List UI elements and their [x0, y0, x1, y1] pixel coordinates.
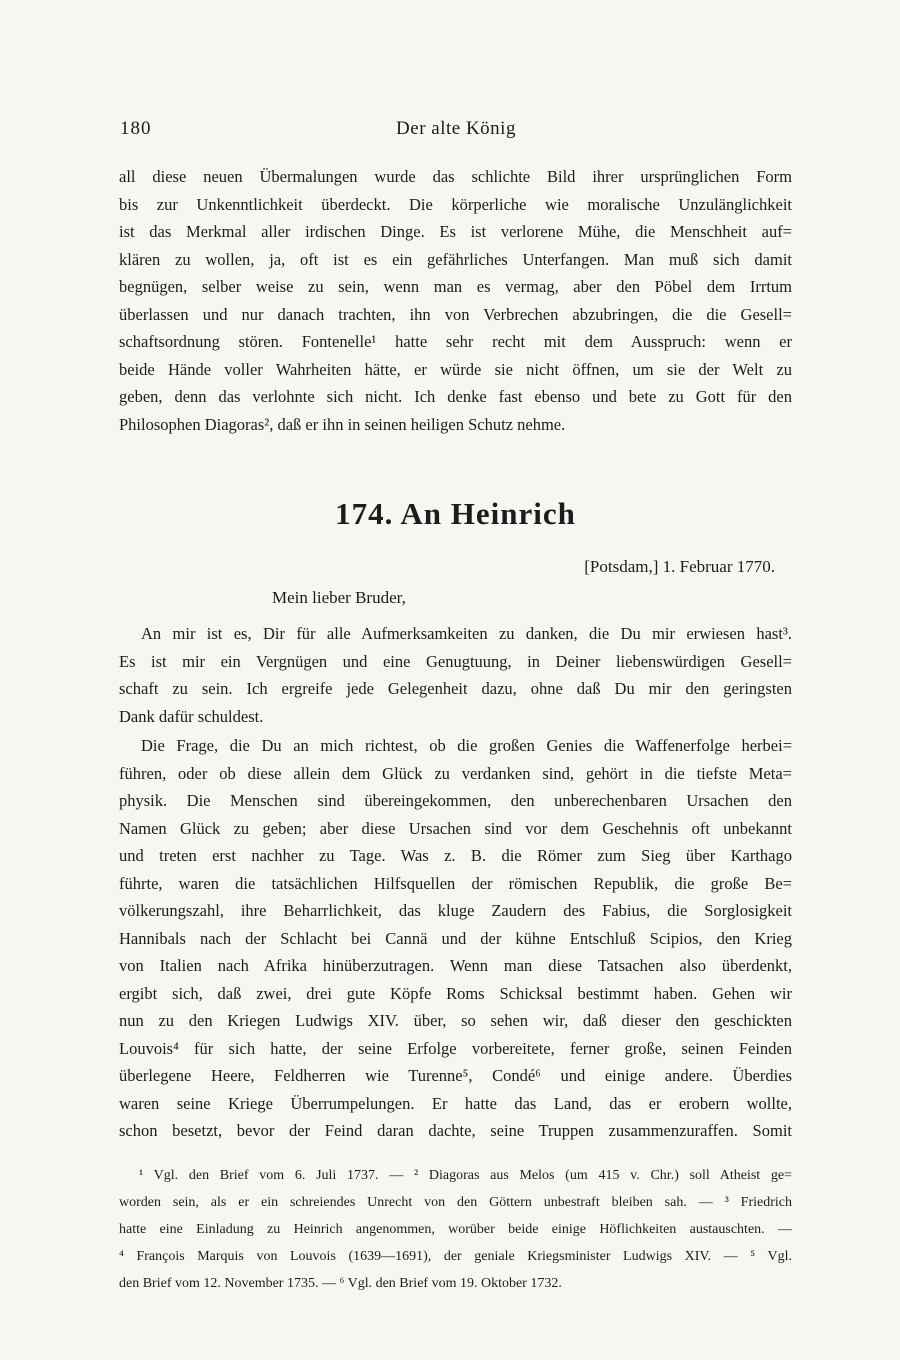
- letter-dateline: [Potsdam,] 1. Februar 1770.: [584, 557, 775, 576]
- text-line: Namen Glück zu geben; aber diese Ursachen sind vor dem Geschehnis oft unbekannt: [119, 818, 792, 838]
- footnotes: [119, 1162, 792, 1297]
- letter-heading: 174. An Heinrich: [335, 496, 576, 531]
- text-line: führen, oder ob diese allein dem Glück zu verdanken sind, gehört in die tiefste Meta=: [119, 763, 792, 783]
- text-line: An mir ist es, Dir für alle Aufmerksamkeiten zu danken, die Du mir erwiesen hast³.: [141, 624, 792, 643]
- text-line: klären zu wollen, ja, oft ist es ein gefährliches Unterfangen. Man muß sich damit: [119, 249, 792, 269]
- running-title: Der alte König: [396, 118, 516, 139]
- text-line: Louvois⁴ für sich hatte, der seine Erfolge vorbereitete, ferner große, seinen Feinden: [119, 1038, 792, 1058]
- text-line: all diese neuen Übermalungen wurde das schlichte Bild ihrer ursprünglichen Form: [119, 167, 792, 186]
- text-line: überlegene Heere, Feldherren wie Turenne⁵, Condé⁶ und einige andere. Überdies: [119, 1066, 792, 1085]
- page-number: 180: [120, 118, 152, 139]
- text-line: ⁴ François Marquis von Louvois (1639—1691), der geniale Kriegsminister Ludwigs XIV. — ⁵ Vgl.: [119, 1249, 792, 1264]
- intro-paragraph: [119, 163, 792, 438]
- text-line: Philosophen Diagoras², daß er ihn in seinen heiligen Schutz nehme.: [119, 414, 566, 434]
- letter-paragraph-1: [119, 620, 792, 730]
- text-line: nun zu den Kriegen Ludwigs XIV. über, so sehen wir, daß dieser den geschickten: [119, 1011, 792, 1030]
- text-line: bis zur Unkenntlichkeit überdeckt. Die körperliche wie moralische Unzulänglichkeit: [119, 194, 792, 214]
- text-line: schon besetzt, bevor der Feind daran dachte, seine Truppen zusammenzuraffen. Somit: [119, 1121, 792, 1140]
- text-line: physik. Die Menschen sind übereingekommen, den unberechenbaren Ursachen den: [119, 791, 792, 810]
- text-line: den Brief vom 12. November 1735. — ⁶ Vgl. den Brief vom 19. Oktober 1732.: [119, 1276, 562, 1291]
- text-line: worden sein, als er ein schreiendes Unrecht von den Göttern unbestraft bleiben sah. — ³ Friedrich: [119, 1195, 792, 1210]
- text-line: führte, waren die tatsächlichen Hilfsquellen der römischen Republik, die große Be=: [119, 873, 792, 893]
- text-line: hatte eine Einladung zu Heinrich angenommen, worüber beide einige Höflichkeiten austauschten. —: [119, 1222, 792, 1237]
- text-line: geben, denn das verlohnte sich nicht. Ich denke fast ebenso und bete zu Gott für den: [119, 387, 792, 406]
- text-line: und treten erst nachher zu Tage. Was z. B. die Römer zum Sieg über Karthago: [119, 846, 792, 865]
- text-line: Hannibals nach der Schlacht bei Cannä und der kühne Entschluß Scipios, den Krieg: [119, 928, 792, 948]
- text-line: ¹ Vgl. den Brief vom 6. Juli 1737. — ² Diagoras aus Melos (um 415 v. Chr.) soll Atheist ge=: [139, 1168, 792, 1183]
- text-line: überlassen und nur danach trachten, ihn von Verbrechen abzubringen, die die Gesell=: [119, 304, 792, 324]
- text-line: beide Hände voller Wahrheiten hätte, er würde sie nicht öffnen, um sie der Welt zu: [119, 359, 792, 379]
- page-header: [120, 118, 792, 140]
- text-line: ergibt sich, daß zwei, drei gute Köpfe Roms Schicksal bestimmt haben. Gehen wir: [119, 983, 792, 1003]
- text-line: Die Frage, die Du an mich richtest, ob die großen Genies die Waffenerfolge herbei=: [141, 736, 792, 755]
- text-line: von Italien nach Afrika hinüberzutragen. Wenn man diese Tatsachen also überdenkt,: [119, 956, 792, 975]
- text-line: völkerungszahl, ihre Beharrlichkeit, das kluge Zaudern des Fabius, die Sorglosigkeit: [119, 901, 792, 920]
- text-line: schaft zu sein. Ich ergreife jede Gelegenheit dazu, ohne daß Du mir den geringsten: [119, 679, 792, 698]
- text-line: begnügen, selber weise zu sein, wenn man es vermag, aber den Pöbel dem Irrtum: [119, 277, 792, 296]
- text-line: schaftsordnung stören. Fontenelle¹ hatte sehr recht mit dem Ausspruch: wenn er: [119, 332, 792, 351]
- text-line: Es ist mir ein Vergnügen und eine Genugtuung, in Deiner liebenswürdigen Gesell=: [119, 651, 792, 671]
- text-line: waren seine Kriege Überrumpelungen. Er hatte das Land, das er erobern wollte,: [119, 1093, 792, 1113]
- text-line: Dank dafür schuldest.: [119, 706, 264, 726]
- letter-salutation: Mein lieber Bruder,: [272, 588, 406, 607]
- letter-paragraph-2: [119, 732, 792, 1145]
- text-line: ist das Merkmal aller irdischen Dinge. Es ist verlorene Mühe, die Menschheit auf=: [119, 222, 792, 241]
